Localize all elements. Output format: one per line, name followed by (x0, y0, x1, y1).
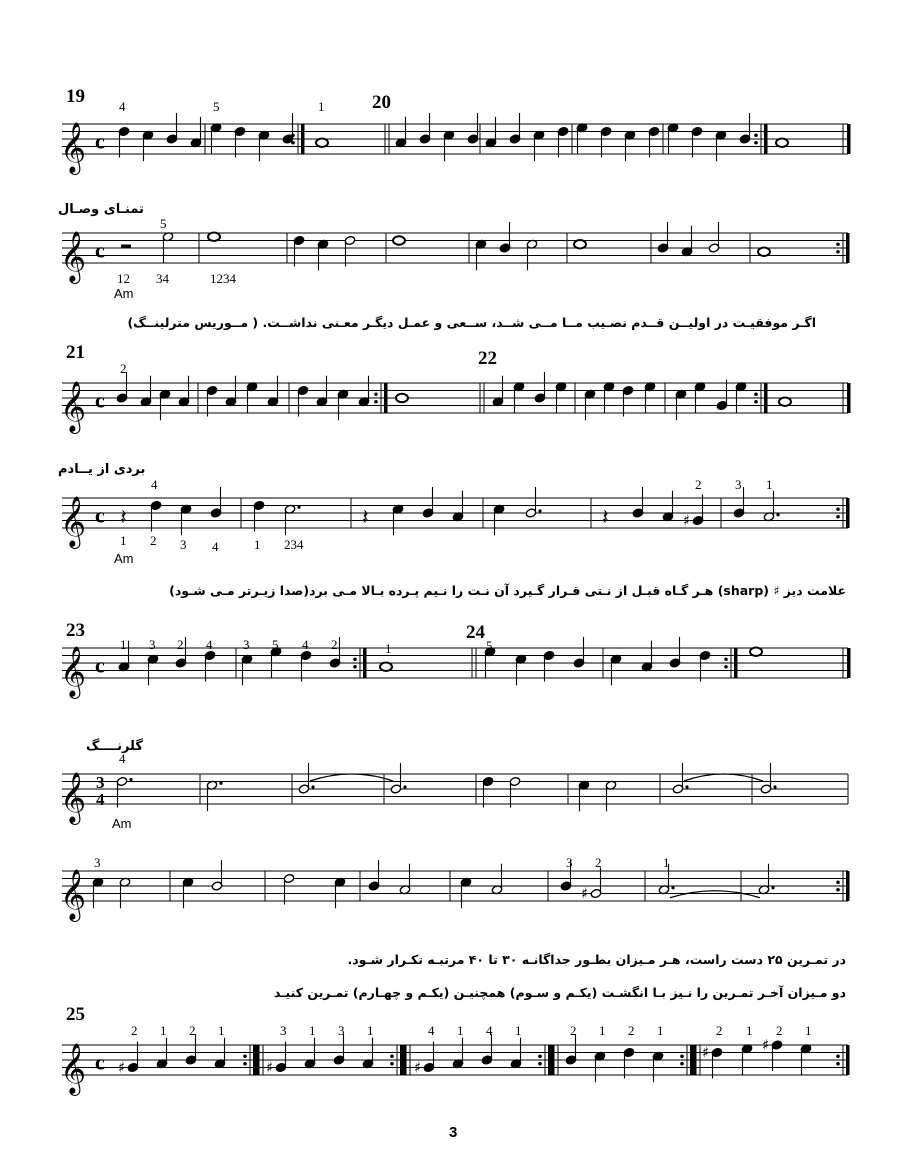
song-title: گلرنــــگ (86, 739, 143, 754)
sharp-icon: ♯ (118, 1058, 126, 1077)
fingering: 2 (189, 1023, 196, 1038)
note-head (396, 394, 408, 402)
barline-thick (400, 1045, 404, 1075)
repeat-dot (836, 888, 840, 892)
repeat-dot (680, 1062, 684, 1066)
repeat-dot (680, 1054, 684, 1058)
repeat-dot (836, 250, 840, 254)
barline-thick (690, 1045, 694, 1075)
note-head (316, 139, 328, 147)
fingering: 1 (120, 637, 127, 652)
repeat-dot (836, 515, 840, 519)
barline-thick (384, 383, 388, 413)
common-time-icon: c (95, 237, 105, 263)
fingering: 2 (120, 361, 127, 376)
common-time-icon: c (95, 128, 105, 154)
fingering: 3 (149, 637, 156, 652)
fingering: 4 (428, 1023, 435, 1038)
repeat-dot (724, 657, 728, 661)
dot (776, 513, 779, 516)
sharp-icon: ♯ (414, 1058, 422, 1077)
barline-thick (301, 124, 305, 154)
note-head (776, 139, 788, 147)
barline-thick (256, 1045, 260, 1075)
half-rest (121, 245, 131, 249)
fingering: 5 (272, 637, 279, 652)
instruction-text: دو مـیزان آخـر تمـرین را نـیز بـا انگشـت (یکـم و سـوم) همچنیـن (یکـم و چهـارم) تمـرین کنیـد (274, 985, 846, 1000)
fingering: 1 (657, 1023, 664, 1038)
barline-thick (734, 648, 738, 678)
exercise-number-21: 21 (66, 342, 85, 363)
note-head (758, 248, 770, 256)
note-head (380, 663, 392, 671)
fingering: 1 (385, 641, 392, 656)
song-title: بردی از یــادم (58, 462, 146, 477)
sharp-icon: ♯ (683, 511, 691, 530)
treble-clef-icon: 𝄞 (60, 381, 87, 432)
exercise-number-23: 23 (66, 620, 85, 641)
common-time-icon: c (95, 387, 105, 413)
repeat-dot (374, 400, 378, 404)
fingering: 1 (599, 1023, 606, 1038)
repeat-dot (353, 665, 357, 669)
fingering: 2 (595, 855, 602, 870)
tie (310, 774, 393, 781)
barline-thick (551, 1045, 555, 1075)
exercise-number-24: 24 (466, 622, 485, 643)
fingering: 4 (119, 99, 126, 114)
fingering: 1 (367, 1023, 374, 1038)
fingering: 2 (131, 1023, 138, 1038)
barline-thick (548, 1045, 552, 1075)
barline-thick (403, 1045, 407, 1075)
fingering: 2 (716, 1023, 723, 1038)
tie (684, 774, 763, 781)
fingering: 2 (628, 1023, 635, 1038)
fingering: 4 (486, 1023, 493, 1038)
fingering: 3 (94, 855, 101, 870)
fingering: 1 (120, 533, 127, 548)
fingering: 1 (457, 1023, 464, 1038)
fingering: 5 (213, 99, 220, 114)
exercise-number-20: 20 (372, 92, 391, 113)
fingering: 5 (486, 638, 493, 653)
sharp-icon: ♯ (702, 1043, 710, 1062)
repeat-dot (754, 133, 758, 137)
common-time-icon: c (95, 1049, 105, 1075)
barline-thick (693, 1045, 697, 1075)
sharp-icon: ♯ (762, 1036, 770, 1054)
quarter-rest-icon: 𝄽 (602, 505, 609, 531)
barline-thick (847, 124, 851, 154)
instruction-text: در تمـرین ۲۵ دست راست، هـر مـیزان بطـور جداگانـه ۳۰ تا ۴۰ مرتبـه تکـرار شـود. (347, 952, 846, 967)
repeat-dot (836, 880, 840, 884)
note-head (208, 233, 220, 241)
fingering: 3 (243, 637, 250, 652)
fingering: 234 (284, 537, 304, 552)
repeat-dot (291, 133, 295, 137)
treble-clef-icon: 𝄞 (60, 772, 87, 823)
fingering: 1 (318, 99, 325, 114)
time-signature-bottom: 4 (96, 790, 105, 809)
repeat-dot (291, 141, 295, 145)
repeat-dot (836, 1054, 840, 1058)
fingering: 1 (309, 1023, 316, 1038)
dot (538, 509, 541, 512)
fingering: 2 (695, 477, 702, 492)
fingering: 3 (338, 1023, 345, 1038)
sharp-explanation: علامت دیز ♯ (sharp) هـر گـاه قبـل از نـتی قـرار گـیرد آن نـت را نـیم پـرده بـالا مـی برد(صدا زیـرتر مـی شـود) (169, 583, 846, 598)
fingering: 34 (156, 271, 169, 286)
barline-thick (253, 1045, 257, 1075)
fingering: 1 (746, 1023, 753, 1038)
barline-thick (846, 1045, 850, 1075)
dot (311, 785, 314, 788)
exercise-number-25: 25 (66, 1004, 85, 1025)
quarter-rest-icon: 𝄽 (362, 505, 369, 531)
repeat-dot (836, 242, 840, 246)
fingering: 1 (663, 855, 670, 870)
fingering: 1 (515, 1023, 522, 1038)
fingering: 2 (570, 1023, 577, 1038)
repeat-dot (390, 1054, 394, 1058)
repeat-dot (538, 1054, 542, 1058)
exercise-number-19: 19 (66, 86, 85, 107)
treble-clef-icon: 𝄞 (60, 231, 87, 282)
exercise-number-22: 22 (478, 348, 497, 369)
fingering: 3 (180, 537, 187, 552)
page-number: 3 (449, 1124, 458, 1141)
fingering: 4 (119, 751, 126, 766)
barline-thick (847, 383, 851, 413)
note-head (750, 648, 762, 656)
fingering: 2 (150, 533, 157, 548)
chord-symbol: Am (114, 286, 134, 301)
repeat-dot (836, 1062, 840, 1066)
repeat-dot (374, 392, 378, 396)
treble-clef-icon: 𝄞 (60, 646, 87, 697)
barline-thick (846, 871, 850, 901)
treble-clef-icon: 𝄞 (60, 122, 87, 173)
repeat-dot (754, 141, 758, 145)
note-head (393, 236, 405, 244)
sharp-icon: ♯ (266, 1058, 274, 1077)
barline-thick (846, 498, 850, 528)
fingering: 1 (218, 1023, 225, 1038)
repeat-dot (836, 507, 840, 511)
dot (771, 886, 774, 889)
time-signature-top: 3 (96, 773, 105, 792)
dot (773, 785, 776, 788)
treble-clef-icon: 𝄞 (60, 869, 87, 920)
dot (671, 886, 674, 889)
fingering: 1 (766, 477, 773, 492)
barline-thick (363, 648, 367, 678)
dot (403, 785, 406, 788)
chord-symbol: Am (112, 816, 132, 831)
sharp-icon: ♯ (581, 884, 589, 903)
treble-clef-icon: 𝄞 (60, 496, 87, 547)
song-title: تمنـای وصـال (58, 202, 144, 217)
fingering: 1 (254, 537, 261, 552)
dot (685, 785, 688, 788)
dot (297, 506, 300, 509)
quarter-rest-icon: 𝄽 (120, 505, 127, 531)
fingering: 2 (776, 1023, 783, 1038)
barline-thick (847, 648, 851, 678)
fingering: 1 (160, 1023, 167, 1038)
fingering: 3 (280, 1023, 287, 1038)
treble-clef-icon: 𝄞 (60, 1043, 87, 1094)
fingering: 1234 (210, 271, 236, 286)
repeat-dot (243, 1062, 247, 1066)
barline-thick (764, 124, 768, 154)
repeat-dot (243, 1054, 247, 1058)
common-time-icon: c (95, 652, 105, 678)
note-head (779, 398, 791, 406)
fingering: 2 (177, 637, 184, 652)
quote-text: اگـر موفقیـت در اولیــن قــدم نصـیب مــا مــی شــد، ســعی و عمـل دیگـر معـنی نداشــت. ( مــوریس مترلینــگ) (127, 315, 816, 330)
common-time-icon: c (95, 502, 105, 528)
repeat-dot (390, 1062, 394, 1066)
fingering: 4 (302, 637, 309, 652)
note-head (574, 240, 586, 248)
repeat-dot (724, 665, 728, 669)
fingering: 3 (566, 855, 573, 870)
fingering: 3 (735, 477, 742, 492)
repeat-dot (754, 392, 758, 396)
fingering: 4 (151, 477, 158, 492)
tie (670, 891, 760, 898)
dot (129, 778, 132, 781)
repeat-dot (353, 657, 357, 661)
fingering: 1 (805, 1023, 812, 1038)
chord-symbol: Am (114, 551, 134, 566)
barline-thick (764, 383, 768, 413)
barline-thick (846, 233, 850, 263)
fingering: 12 (117, 271, 130, 286)
fingering: 2 (331, 637, 338, 652)
repeat-dot (754, 400, 758, 404)
dot (219, 782, 222, 785)
fingering: 4 (206, 637, 213, 652)
repeat-dot (538, 1062, 542, 1066)
fingering: 5 (160, 216, 167, 231)
fingering: 4 (212, 539, 219, 554)
